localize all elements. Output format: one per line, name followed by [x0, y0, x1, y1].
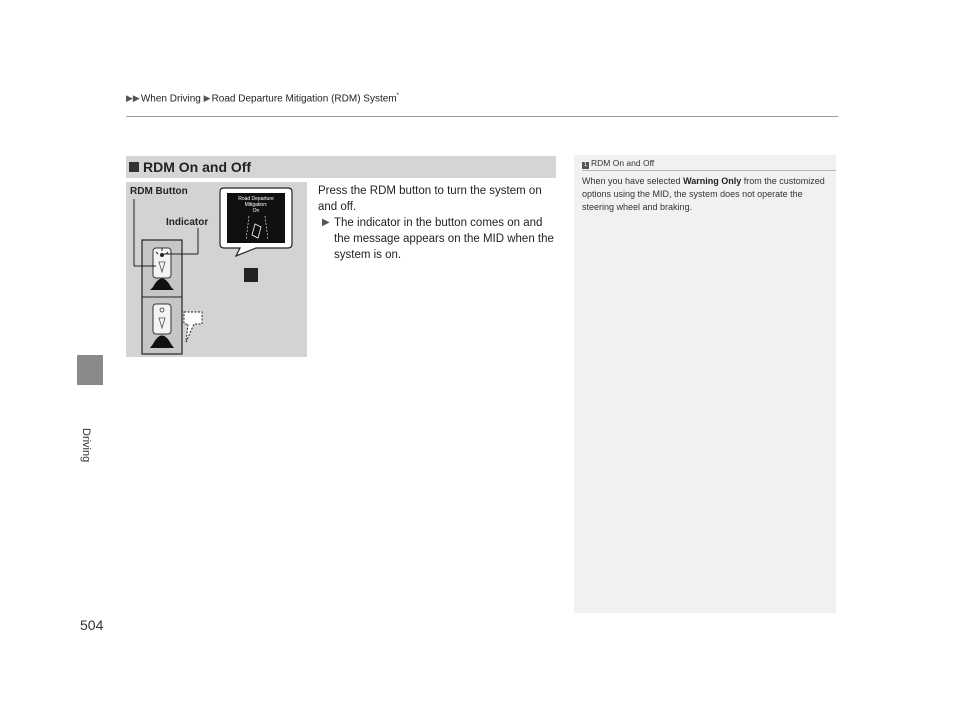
- optional-feature-mark: *: [396, 93, 399, 99]
- mid-text-line1: Road Departure: [238, 196, 274, 202]
- result-arrow-icon: ▶: [322, 217, 330, 228]
- note-text-part1: When you have selected: [582, 176, 684, 186]
- rdm-diagram-svg: [126, 182, 307, 357]
- rdm-button-label: RDM Button: [130, 186, 188, 197]
- arrow-icon: ▶: [203, 93, 211, 104]
- indicator-light-on: [160, 253, 164, 257]
- note-divider: [582, 170, 836, 171]
- chapter-tab: [77, 355, 103, 385]
- note-text: [582, 175, 830, 214]
- reference-icon: 1: [583, 162, 588, 168]
- note-text-bold: Warning Only: [683, 176, 742, 186]
- result-text: The indicator in the button comes on and the message appears on the MID when the system is on.: [334, 217, 554, 261]
- mid-text-line2: Mitigation:: [244, 202, 268, 208]
- rdm-button-off: [153, 304, 171, 334]
- off-state-bubble: [184, 312, 202, 342]
- chapter-label: Driving: [80, 428, 92, 463]
- header-divider: [126, 116, 838, 117]
- note-panel: [574, 155, 836, 613]
- double-arrow-icon: ▶▶: [126, 93, 140, 104]
- section-heading: [126, 156, 556, 178]
- rdm-illustration: [126, 182, 307, 357]
- rdm-button-on: [153, 248, 171, 278]
- instruction-result: [322, 215, 558, 263]
- note-heading: [582, 158, 654, 169]
- breadcrumb-item-when-driving[interactable]: When Driving: [140, 93, 201, 105]
- indicator-label: Indicator: [166, 217, 209, 228]
- instruction-paragraph: Press the RDM button to turn the system on and off.: [318, 185, 542, 213]
- note-text-part2: from the customized options using the MID, the system does not operate the steering wheel and braking.: [582, 176, 825, 212]
- breadcrumb: [126, 93, 399, 104]
- note-title: RDM On and Off: [591, 158, 655, 168]
- mid-indicator-square: [244, 268, 258, 282]
- page-number: 504: [80, 617, 104, 633]
- mid-text-line3: On: [252, 208, 260, 214]
- section-title: RDM On and Off: [143, 159, 252, 175]
- section-square-icon: [129, 162, 139, 172]
- breadcrumb-item-rdm-system[interactable]: Road Departure Mitigation (RDM) System: [211, 93, 397, 105]
